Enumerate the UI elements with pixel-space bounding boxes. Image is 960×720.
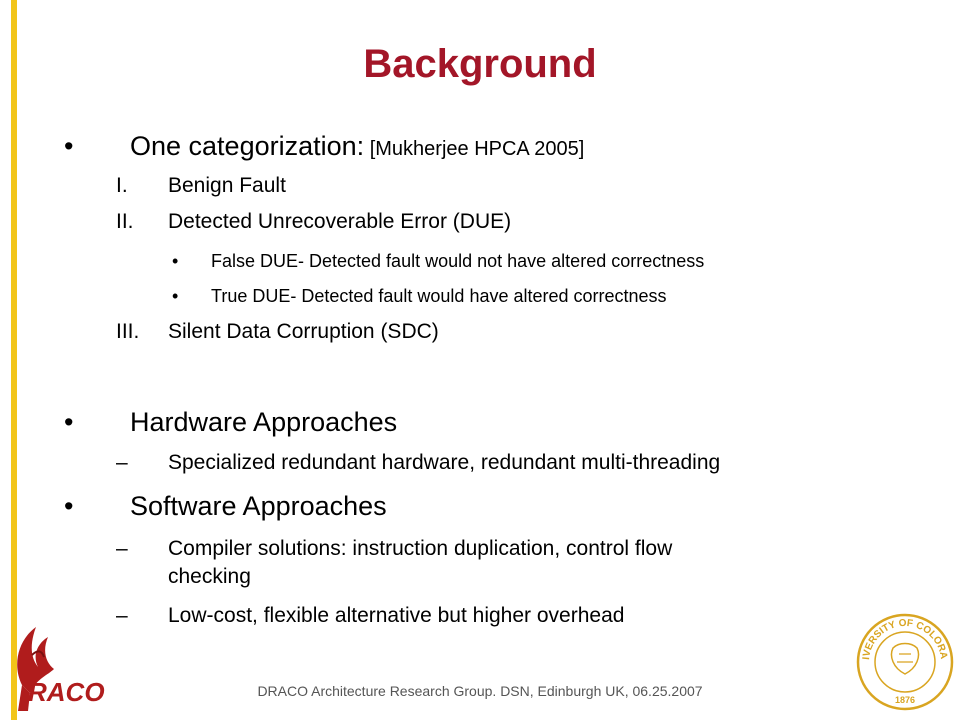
- bullet-software-approaches: Software Approaches: [130, 491, 387, 521]
- dash-marker: –: [116, 537, 128, 560]
- university-seal-icon: [855, 612, 955, 712]
- sub-bullet-marker: •: [172, 286, 179, 306]
- list-item-compiler-line1: Compiler solutions: instruction duplication, control flow: [168, 537, 673, 560]
- university-seal: [855, 612, 955, 712]
- bullet-one-categorization: [130, 131, 584, 162]
- svg-text:UNIVERSITY OF COLORADO: IVERSITY OF COLORA: [861, 617, 949, 661]
- list-item-sdc: Silent Data Corruption (SDC): [168, 320, 439, 343]
- roman-numeral: III.: [116, 320, 140, 343]
- list-item-benign-fault: Benign Fault: [168, 174, 286, 197]
- bullet-marker: •: [64, 491, 74, 521]
- list-item-hardware: Specialized redundant hardware, redundant multi-threading: [168, 451, 721, 474]
- list-item-due: Detected Unrecoverable Error (DUE): [168, 210, 512, 233]
- dash-marker: –: [116, 451, 128, 474]
- bullet-text: One categorization:: [130, 131, 365, 161]
- slide-title: Background: [363, 42, 597, 86]
- bullet-marker: •: [64, 131, 74, 161]
- footer-text: DRACO Architecture Research Group. DSN, Edinburgh UK, 06.25.2007: [257, 683, 703, 699]
- sub-bullet-marker: •: [172, 251, 179, 271]
- svg-text:RACO: RACO: [28, 677, 105, 707]
- roman-numeral: I.: [116, 174, 128, 197]
- list-item-compiler-line2: checking: [168, 565, 251, 588]
- left-accent-stripe: [11, 0, 17, 720]
- bullet-hardware-approaches: Hardware Approaches: [130, 407, 398, 437]
- dragon-icon: [8, 615, 116, 715]
- svg-text:1876: 1876: [894, 695, 916, 705]
- sub-item-true-due: True DUE- Detected fault would have altered correctness: [211, 286, 667, 306]
- list-item-low-cost: Low-cost, flexible alternative but higher overhead: [168, 604, 625, 627]
- sub-item-false-due: False DUE- Detected fault would not have altered correctness: [211, 251, 705, 271]
- bullet-marker: •: [64, 407, 74, 437]
- dash-marker: –: [116, 604, 128, 627]
- draco-logo: [8, 615, 116, 715]
- citation: [Mukherjee HPCA 2005]: [364, 138, 585, 160]
- roman-numeral: II.: [116, 210, 134, 233]
